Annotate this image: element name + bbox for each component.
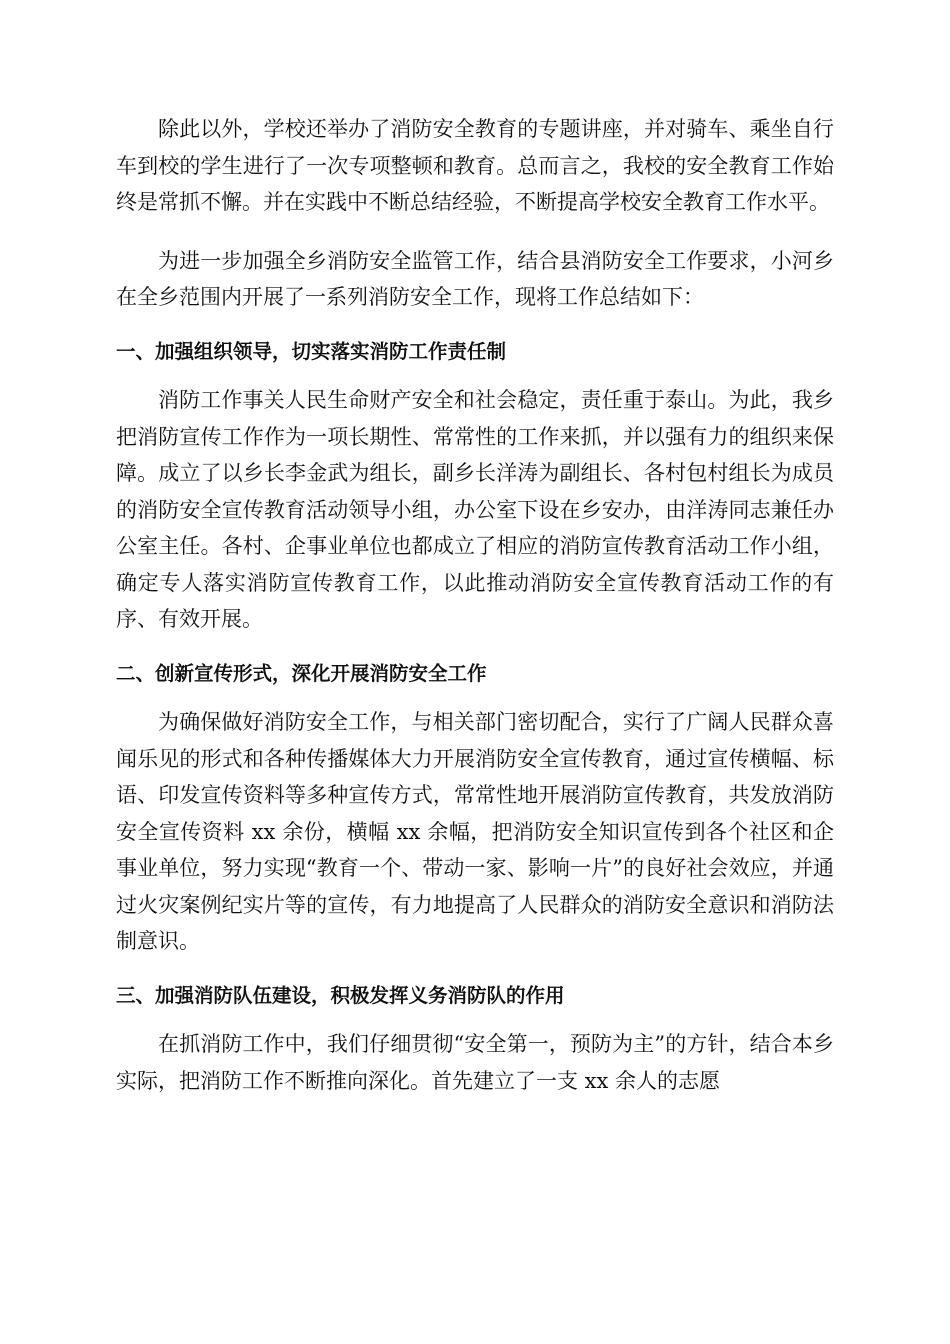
paragraph-school-safety-summary: 除此以外，学校还举办了消防安全教育的专题讲座，并对骑车、乘坐自行车到校的学生进行了一次专项整顿和教育。总而言之，我校的安全教育工作始终是常抓不懈。并在实践中不断总结经验，不断提高学校安全教育工作水平。: [116, 117, 834, 214]
paragraph-section-3: 在抓消防工作中，我们仔细贯彻“安全第一，预防为主”的方针，结合本乡实际，把消防工作不断推向深化。首先建立了一支 xx 余人的志愿: [116, 1032, 834, 1093]
paragraph-section-1: 消防工作事关人民生命财产安全和社会稳定，责任重于泰山。为此，我乡把消防宣传工作作为一项长期性、常常性的工作来抓，并以强有力的组织来保障。成立了以乡长李金武为组长，副乡长洋涛为副组长、各村包村组长为成员的消防安全宣传教育活动领导小组，办公室下设在乡安办，由洋涛同志兼任办公室主任。各村、企事业单位也都成立了相应的消防宣传教育活动工作小组，确定专人落实消防宣传教育工作，以此推动消防安全宣传教育活动工作的有序、有效开展。: [116, 388, 834, 631]
paragraph-intro: 为进一步加强全乡消防安全监管工作，结合县消防安全工作要求，小河乡在全乡范围内开展了一系列消防安全工作，现将工作总结如下：: [116, 248, 834, 309]
document-body: [116, 111, 834, 1099]
section-heading-2: 二、创新宣传形式，深化开展消防安全工作: [116, 661, 487, 685]
section-heading-3: 三、加强消防队伍建设，积极发挥义务消防队的作用: [116, 983, 565, 1007]
paragraph-section-2: 为确保做好消防安全工作，与相关部门密切配合，实行了广阔人民群众喜闻乐见的形式和各种传播媒体大力开展消防安全宣传教育，通过宣传横幅、标语、印发宣传资料等多种宣传方式，常常性地开展消防宣传教育，共发放消防安全宣传资料 xx 余份，横幅 xx 余幅，把消防安全知识宣传到各个社区和企事业单位，努力实现“教育一个、带动一家、影响一片”的良好社会效应，并通过火灾案例纪实片等的宣传，有力地提高了人民群众的消防安全意识和消防法制意识。: [116, 710, 834, 953]
section-heading-1: 一、加强组织领导，切实落实消防工作责任制: [116, 339, 507, 363]
